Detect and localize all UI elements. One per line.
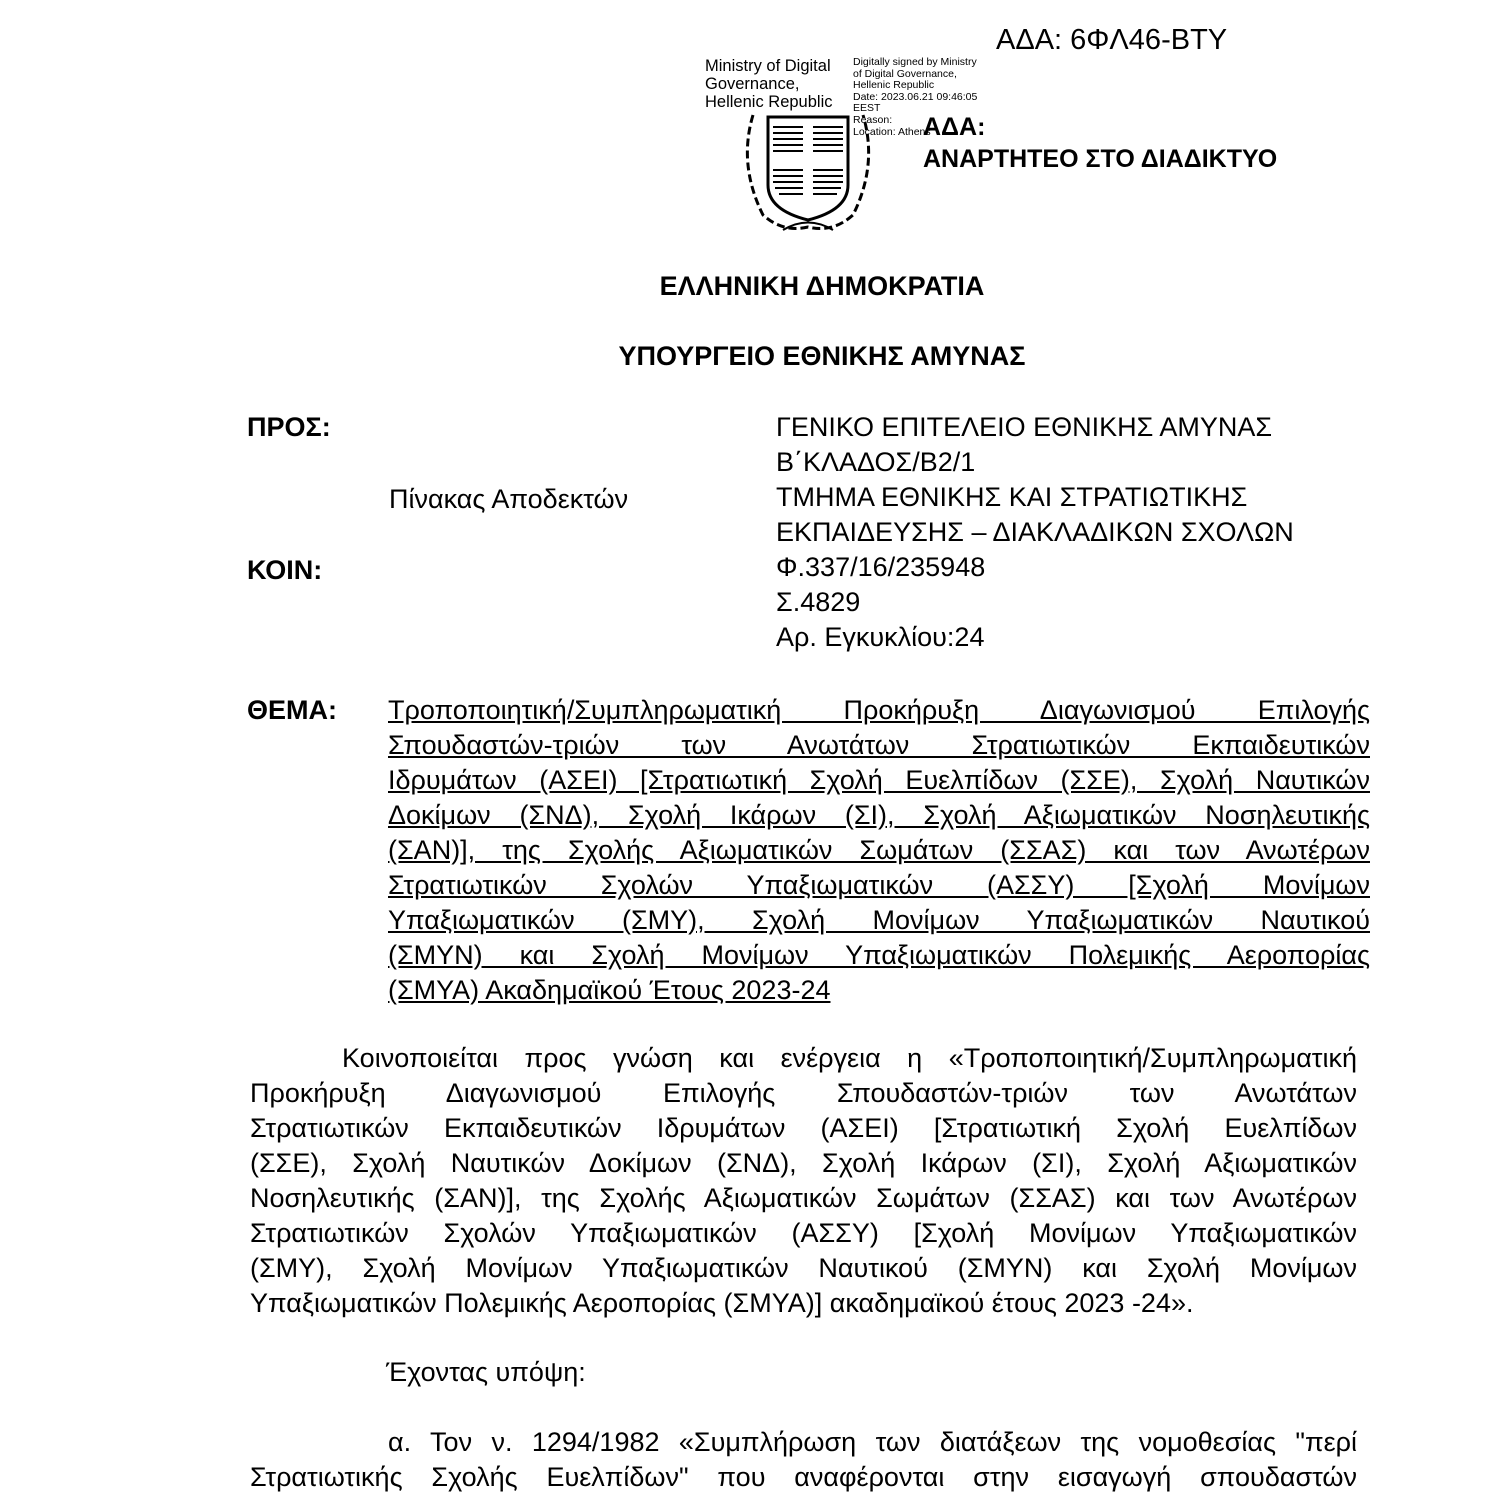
- item-a: [250, 1425, 1357, 1495]
- subject-line: (ΣΜΥΑ) Ακαδημαϊκού Έτους 2023-24: [388, 975, 831, 1005]
- paragraph-line: (ΣΜΥ), Σχολή Μονίμων Υπαξιωματικών Ναυτικού (ΣΜΥΝ) και Σχολή Μονίμων: [250, 1253, 1357, 1283]
- ada-label: ΑΔΑ:: [923, 113, 986, 141]
- subject-line: Υπαξιωματικών (ΣΜΥ), Σχολή Μονίμων Υπαξιωματικών Ναυτικού: [388, 905, 1370, 935]
- subject-text: [388, 693, 1370, 1008]
- circular-number: Αρ. Εγκυκλίου:24: [776, 622, 985, 652]
- subject-label: ΘΕΜΑ:: [247, 695, 337, 725]
- sender-line: ΓΕΝΙΚΟ ΕΠΙΤΕΛΕΙΟ ΕΘΝΙΚΗΣ ΑΜΥΝΑΣ: [776, 412, 1273, 442]
- sender-block: [776, 410, 1294, 655]
- post-online-notice: ΑΝΑΡΤΗΤΕΟ ΣΤΟ ΔΙΑΔΙΚΤΥΟ: [923, 145, 1278, 173]
- paragraph-line: Νοσηλευτικής (ΣΑΝ)], της Σχολής Αξιωματικών Σωμάτων (ΣΣΑΣ) και των Ανωτέρων: [250, 1183, 1357, 1213]
- signature-name-line: Hellenic Republic: [705, 93, 833, 111]
- recipients-table-label: Πίνακας Αποδεκτών: [389, 484, 629, 514]
- subject-line: Στρατιωτικών Σχολών Υπαξιωματικών (ΑΣΣΥ) [Σχολή Μονίμων: [388, 870, 1370, 900]
- item-a-line: Στρατιωτικής Σχολής Ευελπίδων" που αναφέρονται στην εισαγωγή σπουδαστών: [250, 1462, 1357, 1492]
- sender-line: Β΄ΚΛΑΔΟΣ/Β2/1: [776, 447, 976, 477]
- signature-detail-line: of Digital Governance,: [853, 67, 957, 80]
- body-paragraph: [250, 1041, 1357, 1321]
- subject-line: (ΣΜΥΝ) και Σχολή Μονίμων Υπαξιωματικών Πολεμικής Αεροπορίας: [388, 940, 1370, 970]
- subject-line: Τροποποιητική/Συμπληρωματική Προκήρυξη Διαγωνισμού Επιλογής: [388, 695, 1370, 725]
- paragraph-line: Υπαξιωματικών Πολεμικής Αεροπορίας (ΣΜΥΑ)] ακαδημαϊκού έτους 2023 -24».: [250, 1288, 1194, 1318]
- item-a-line: α. Τον ν. 1294/1982 «Συμπλήρωση των διατάξεων της νομοθεσίας "περί: [388, 1427, 1357, 1457]
- signature-detail-line: EEST: [853, 102, 881, 115]
- republic-heading: ΕΛΛΗΝΙΚΗ ΔΗΜΟΚΡΑΤΙΑ: [659, 271, 985, 301]
- subject-line: (ΣΑΝ)], της Σχολής Αξιωματικών Σωμάτων (ΣΣΑΣ) και των Ανωτέρων: [388, 835, 1370, 865]
- signature-detail-line: Hellenic Republic: [853, 79, 935, 92]
- signature-detail-line: Date: 2023.06.21 09:46:05: [853, 90, 978, 103]
- koin-label: ΚΟΙΝ:: [247, 555, 323, 585]
- ada-number: ΑΔΑ: 6ΦΛ46-ΒΤΥ: [996, 24, 1228, 56]
- paragraph-line: Προκήρυξη Διαγωνισμού Επιλογής Σπουδαστών-τριών των Ανωτάτων: [250, 1078, 1357, 1108]
- subject-line: Ιδρυμάτων (ΑΣΕΙ) [Στρατιωτική Σχολή Ευελπίδων (ΣΣΕ), Σχολή Ναυτικών: [388, 765, 1370, 795]
- sender-line: ΤΜΗΜΑ ΕΘΝΙΚΗΣ ΚΑΙ ΣΤΡΑΤΙΩΤΙΚΗΣ: [776, 482, 1248, 512]
- considering-heading: Έχοντας υπόψη:: [386, 1357, 586, 1387]
- reference-number: Φ.337/16/235948: [776, 552, 986, 582]
- paragraph-line: Στρατιωτικών Σχολών Υπαξιωματικών (ΑΣΣΥ) [Σχολή Μονίμων Υπαξιωματικών: [250, 1218, 1357, 1248]
- paragraph-line: Κοινοποιείται προς γνώση και ενέργεια η «Τροποποιητική/Συμπληρωματική: [342, 1043, 1357, 1073]
- signature-detail-line: Digitally signed by Ministry: [853, 56, 977, 68]
- signature-name-line: Governance,: [705, 75, 800, 93]
- signature-detail-line: Reason:: [853, 113, 893, 126]
- paragraph-line: (ΣΣΕ), Σχολή Ναυτικών Δοκίμων (ΣΝΔ), Σχολή Ικάρων (ΣΙ), Σχολή Αξιωματικών: [250, 1148, 1357, 1178]
- ministry-heading: ΥΠΟΥΡΓΕΙΟ ΕΘΝΙΚΗΣ ΑΜΥΝΑΣ: [618, 341, 1026, 371]
- paragraph-line: Στρατιωτικών Εκπαιδευτικών Ιδρυμάτων (ΑΣΕΙ) [Στρατιωτική Σχολή Ευελπίδων: [250, 1113, 1357, 1143]
- to-label: ΠΡΟΣ:: [247, 412, 331, 442]
- signature-name-line: Ministry of Digital: [705, 57, 831, 75]
- subject-line: Δοκίμων (ΣΝΔ), Σχολή Ικάρων (ΣΙ), Σχολή Αξιωματικών Νοσηλευτικής: [388, 800, 1370, 830]
- signature-detail-line: Location: Athens: [853, 125, 931, 138]
- subject-line: Σπουδαστών-τριών των Ανωτάτων Στρατιωτικών Εκπαιδευτικών: [388, 730, 1370, 760]
- reference-number: Σ.4829: [776, 587, 861, 617]
- sender-line: ΕΚΠΑΙΔΕΥΣΗΣ – ΔΙΑΚΛΑΔΙΚΩΝ ΣΧΟΛΩΝ: [776, 517, 1294, 547]
